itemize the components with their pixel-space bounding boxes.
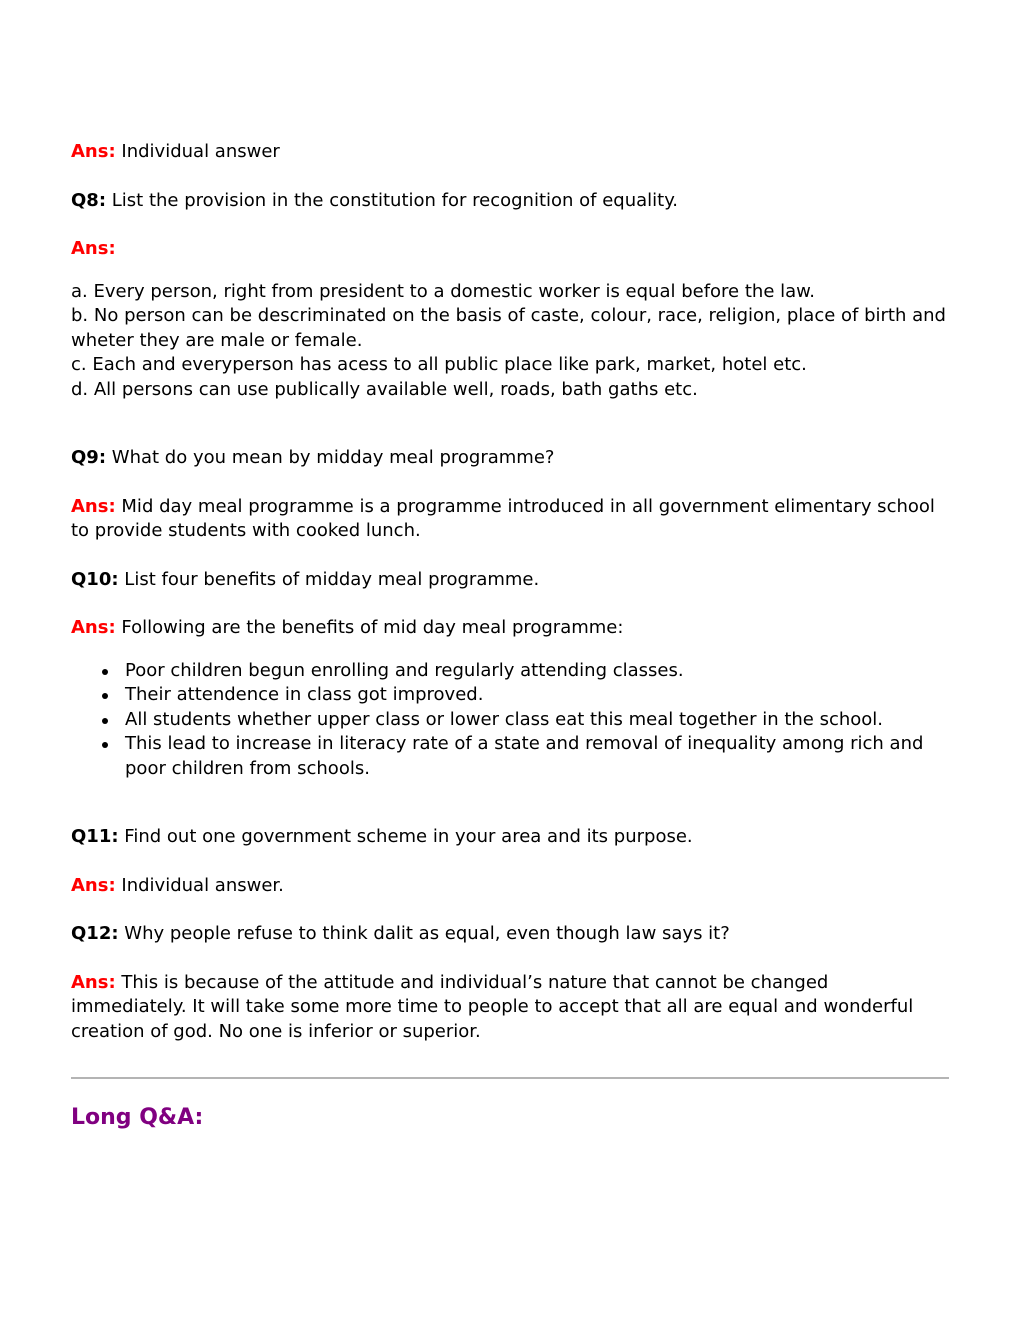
bullet-icon xyxy=(102,669,108,675)
question-label: Q9: xyxy=(71,447,107,468)
question-text: What do you mean by midday meal programme? xyxy=(111,447,555,468)
answer-label: Ans: xyxy=(71,874,116,896)
bullet-icon xyxy=(102,718,108,724)
list-item-text: Poor children begun enrolling and regularly attending classes. xyxy=(125,659,684,681)
answer-text: Following are the benefits of mid day meal programme: xyxy=(121,617,624,638)
answer-8-line: d. All persons can use publically available well, roads, bath gaths etc. xyxy=(71,378,698,400)
answer-label: Ans: xyxy=(71,971,116,993)
answer-text: Individual answer. xyxy=(121,874,284,896)
answer-8-line: c. Each and everyperson has acess to all public place like park, market, hotel etc. xyxy=(71,354,807,375)
answer-label: Ans: xyxy=(71,617,116,638)
question-label: Q11: xyxy=(71,826,119,847)
list-item-text: Their attendence in class got improved. xyxy=(125,684,484,705)
answer-text: Individual answer xyxy=(121,141,280,162)
question-12 xyxy=(71,922,949,947)
document-page xyxy=(71,140,949,1133)
answer-text: This is because of the attitude and individual’s nature that cannot be changed immediately. It will take some more time to people to accept that all are equal and wonderful creation of god. No one is inferior or superior. xyxy=(71,971,914,1042)
answer-12 xyxy=(71,971,949,1045)
question-label: Q12: xyxy=(71,923,119,944)
answer-8-line: b. No person can be descriminated on the basis of caste, colour, race, religion, place of birth and wheter they are male or female. xyxy=(71,305,946,351)
list-item-text: All students whether upper class or lower class eat this meal together in the school. xyxy=(125,708,884,730)
question-label: Q8: xyxy=(71,189,107,211)
bullet-icon xyxy=(102,742,108,748)
question-text: List four benefits of midday meal programme. xyxy=(124,568,540,590)
benefits-list xyxy=(71,659,949,782)
question-11 xyxy=(71,825,949,850)
question-10 xyxy=(71,568,949,593)
answer-10 xyxy=(71,616,949,641)
answer-text: Mid day meal programme is a programme introduced in all government elimentary school to provide students with cooked lunch. xyxy=(71,495,935,541)
answer-label: Ans: xyxy=(71,495,116,517)
section-heading: Long Q&A: xyxy=(71,1105,204,1130)
list-item xyxy=(71,732,949,781)
question-text: Find out one government scheme in your area and its purpose. xyxy=(124,826,693,847)
question-label: Q10: xyxy=(71,568,119,590)
answer-9 xyxy=(71,495,949,544)
question-8 xyxy=(71,189,949,214)
answer-label: Ans: xyxy=(71,141,116,162)
answer-label: Ans: xyxy=(71,238,116,259)
question-text: List the provision in the constitution for recognition of equality. xyxy=(111,189,679,211)
answer-8-line: a. Every person, right from president to a domestic worker is equal before the law. xyxy=(71,280,815,302)
list-item xyxy=(71,659,949,684)
list-item-text: This lead to increase in literacy rate of a state and removal of inequality among rich and poor children from schools. xyxy=(125,733,924,779)
bullet-icon xyxy=(102,693,108,699)
answer-8-label-line xyxy=(71,237,949,262)
list-item xyxy=(71,683,949,708)
question-9 xyxy=(71,446,949,471)
answer-7 xyxy=(71,140,949,165)
answer-11 xyxy=(71,874,949,899)
list-item xyxy=(71,708,949,733)
question-text: Why people refuse to think dalit as equal, even though law says it? xyxy=(124,923,730,944)
